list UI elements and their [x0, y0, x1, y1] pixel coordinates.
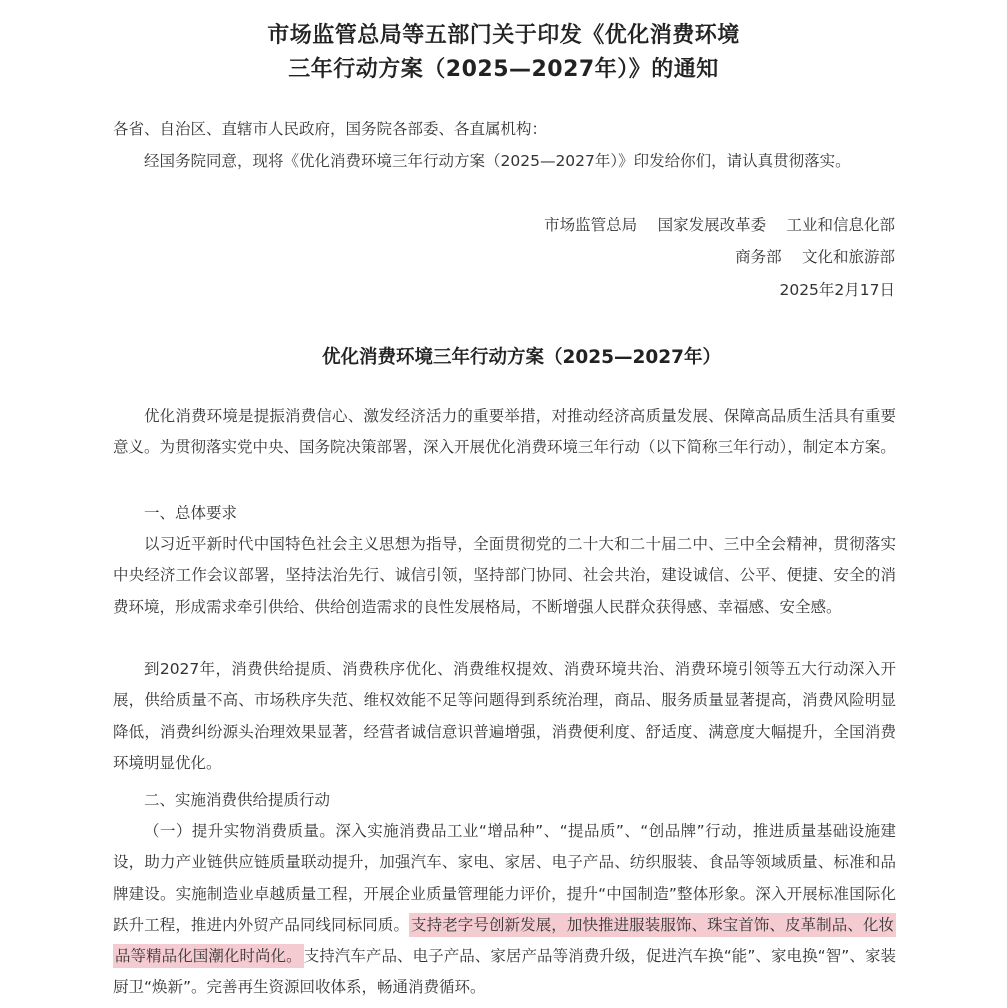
section1-paragraph1: 以习近平新时代中国特色社会主义思想为指导，全面贯彻党的二十大和二十届二中、三中全会精神，贯彻落实中央经济工作会议部署，坚持法治先行、诚信引领，坚持部门协同、社会共治，建设诚信、公平、便捷、安全的消费环境，形成需求牵引供给、供给创造需求的良性发展格局，不断增强人民群众获得感、幸福感、安全感。: [113, 535, 896, 616]
plan-title: 优化消费环境三年行动方案（2025—2027年）: [322, 347, 721, 368]
notice-title-line2: 三年行动方案（2025—2027年）》的通知: [288, 57, 719, 82]
notice-issuers-line2: 商务部 文化和旅游部: [735, 248, 895, 266]
notice-salutation: 各省、自治区、直辖市人民政府，国务院各部委、各直属机构：: [113, 120, 548, 138]
plan-intro-paragraph: 优化消费环境是提振消费信心、激发经济活力的重要举措，对推动经济高质量发展、保障高品质生活具有重要意义。为贯彻落实党中央、国务院决策部署，深入开展优化消费环境三年行动（以下简称三年行动），制定本方案。: [113, 407, 896, 457]
section2-text-after: 支持汽车产品、电子产品、家居产品等消费升级，促进汽车换“能”、家电换“智”、家装厨卫“焕新”。完善再生资源回收体系，畅通消费循环。: [113, 947, 896, 997]
notice-date: 2025年2月17日: [779, 281, 895, 299]
section1-heading: 一、总体要求: [144, 504, 238, 522]
notice-title-line1: 市场监管总局等五部门关于印发《优化消费环境: [267, 23, 740, 48]
section2-heading: 二、实施消费供给提质行动: [144, 791, 331, 809]
section1-paragraph2: 到2027年，消费供给提质、消费秩序优化、消费维权提效、消费环境共治、消费环境引领等五大行动深入开展，供给质量不高、市场秩序失范、维权效能不足等问题得到系统治理，商品、服务质量显著提高，消费风险明显降低，消费纠纷源头治理效果显著，经营者诚信意识普遍增强，消费便利度、舒适度、满意度大幅提升，全国消费环境明显优化。: [113, 660, 896, 772]
notice-body: 经国务院同意，现将《优化消费环境三年行动方案（2025—2027年）》印发给你们，请认真贯彻落实。: [144, 152, 851, 170]
highlighted-text: 支持老字号创新发展，加快推进服装服饰、珠宝首饰、皮革制品、化妆品等精品化国潮化时尚化。: [113, 913, 896, 968]
notice-issuers-line1: 市场监管总局 国家发展改革委 工业和信息化部: [544, 216, 895, 234]
section2-text-before: （一）提升实物消费质量。深入实施消费品工业“增品种”、“提品质”、“创品牌”行动，推进质量基础设施建设，助力产业链供应链质量联动提升，加强汽车、家电、家居、电子产品、纺织服装、食品等领域质量、标准和品牌建设。实施制造业卓越质量工程，开展企业质量管理能力评价，提升“中国制造”整体形象。深入开展标准国际化跃升工程，推进内外贸产品同线同标同质。: [113, 822, 896, 934]
section2-paragraph1: [113, 816, 896, 1004]
